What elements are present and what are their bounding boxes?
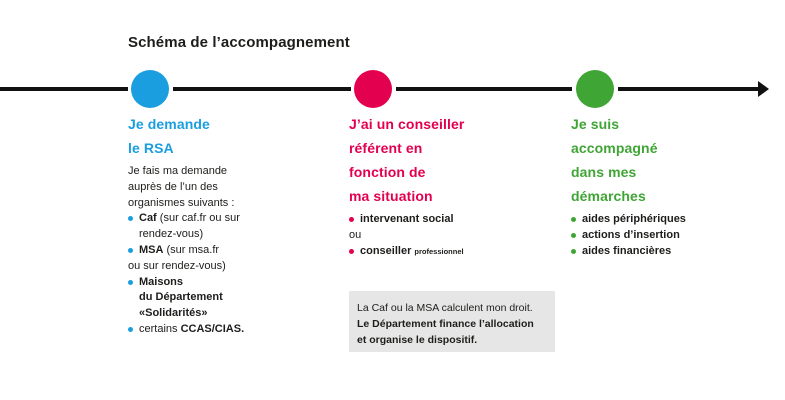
step-1-heading: Je demande le RSA — [128, 116, 210, 156]
step-2-list — [349, 212, 464, 228]
funding-note-box: La Caf ou la MSA calculent mon droit. Le Département finance l’allocation et organise le dispositif. — [349, 291, 555, 352]
list-item: Maisons du Département «Solidarités» — [128, 275, 244, 322]
list-item: conseiller professionnel — [349, 244, 464, 260]
bullet-icon — [128, 327, 133, 332]
step-1-dot — [131, 70, 169, 108]
bullet-icon — [349, 217, 354, 222]
bullet-icon — [571, 233, 576, 238]
bullet-icon — [128, 248, 133, 253]
timeline-segment-3 — [396, 87, 572, 91]
step-2-list-2 — [349, 244, 464, 260]
list-item: Caf (sur caf.fr ou sur rendez-vous) — [128, 211, 244, 243]
step-1-list — [128, 211, 244, 337]
timeline-segment-1 — [0, 87, 128, 91]
list-item: aides financières — [571, 244, 686, 260]
bullet-icon — [128, 216, 133, 221]
list-item: certains CCAS/CIAS. — [128, 322, 244, 338]
step-2-dot — [354, 70, 392, 108]
step-3-list — [571, 212, 686, 259]
step-2-column — [349, 112, 464, 259]
timeline-segment-2 — [173, 87, 351, 91]
list-item: MSA (sur msa.fr ou sur rendez-vous) — [128, 243, 226, 272]
bullet-icon — [128, 280, 133, 285]
arrow-head-icon — [758, 81, 769, 97]
bullet-icon — [571, 249, 576, 254]
list-item: aides périphériques — [571, 212, 686, 228]
step-2-heading: J’ai un conseiller référent en fonction de ma situation — [349, 116, 465, 204]
or-label: ou — [349, 228, 362, 241]
diagram-title: Schéma de l’accompagnement — [128, 34, 350, 51]
list-item: actions d’insertion — [571, 228, 686, 244]
step-1-intro: Je fais ma demande auprès de l’un des organismes suivants : — [128, 165, 235, 209]
step-1-column — [128, 112, 244, 338]
list-item: intervenant social — [349, 212, 464, 228]
step-3-dot — [576, 70, 614, 108]
bullet-icon — [571, 217, 576, 222]
step-3-column — [571, 112, 686, 259]
timeline-segment-4 — [618, 87, 760, 91]
bullet-icon — [349, 249, 354, 254]
step-3-heading: Je suis accompagné dans mes démarches — [571, 116, 658, 204]
